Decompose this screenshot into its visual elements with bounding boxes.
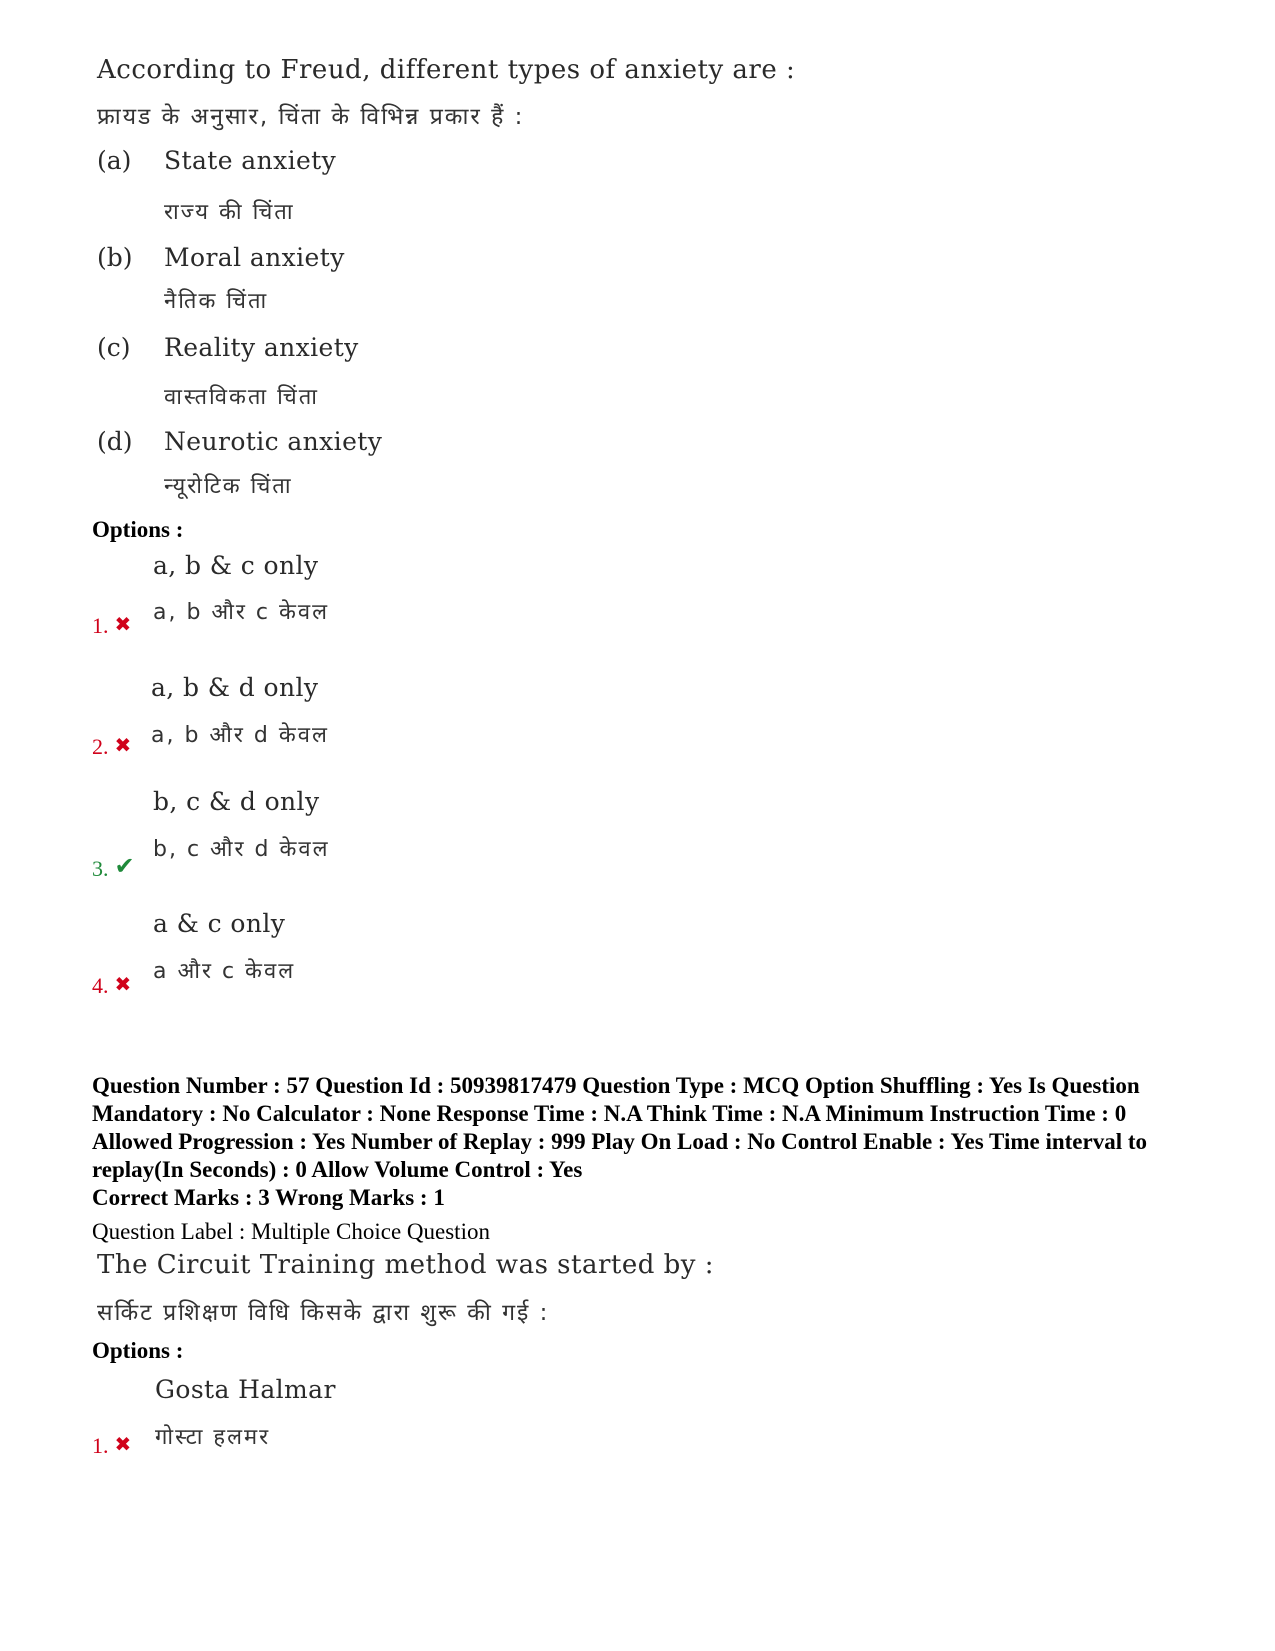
option-number: 3. ✔ [92,854,135,881]
options-heading: Options : [92,1338,184,1363]
question-text-hi: फ्रायड के अनुसार, चिंता के विभिन्न प्रकार हैं : [97,104,525,130]
wrong-cross-icon: ✖ [114,974,132,996]
item-text-hi: वास्तविकता चिंता [164,385,319,410]
option-text-en: a, b & d only [151,673,319,702]
item-label: (a) [97,146,132,175]
wrong-cross-icon: ✖ [114,614,132,636]
question-text-hi: सर्किट प्रशिक्षण विधि किसके द्वारा शुरू की गई : [97,1300,550,1326]
correct-check-icon: ✔ [114,854,135,880]
option-number: 1. ✖ [92,1433,132,1458]
option-number: 4. ✖ [92,973,132,998]
item-text-en: State anxiety [164,146,337,175]
option-text-en: a, b & c only [153,551,319,580]
wrong-cross-icon: ✖ [114,1434,132,1456]
option-text-hi: a और c केवल [153,959,296,984]
option-number: 2. ✖ [92,734,132,759]
item-label: (d) [97,427,133,456]
option-text-en: b, c & d only [153,787,320,816]
options-heading: Options : [92,517,184,542]
item-label: (c) [97,333,131,362]
option-number: 1. ✖ [92,613,132,638]
item-text-hi: नैतिक चिंता [164,289,269,314]
item-text-en: Neurotic anxiety [164,427,383,456]
question-label: Question Label : Multiple Choice Question [92,1219,490,1244]
question-marks: Correct Marks : 3 Wrong Marks : 1 [92,1185,445,1210]
item-text-hi: न्यूरोटिक चिंता [164,474,293,499]
option-text-hi: b, c और d केवल [153,837,330,862]
option-text-hi: a, b और d केवल [151,723,329,748]
option-text-en: a & c only [153,909,286,938]
item-label: (b) [97,243,133,272]
item-text-en: Reality anxiety [164,333,359,362]
option-text-hi: a, b और c केवल [153,600,330,625]
question-text-en: The Circuit Training method was started by : [97,1250,714,1280]
item-text-hi: राज्य की चिंता [164,200,295,225]
option-text-hi: गोस्टा हलमर [155,1425,271,1450]
question-text-en: According to Freud, different types of anxiety are : [97,55,796,85]
item-text-en: Moral anxiety [164,243,345,272]
option-text-en: Gosta Halmar [155,1375,336,1404]
wrong-cross-icon: ✖ [114,735,132,757]
question-metadata: Question Number : 57 Question Id : 50939817479 Question Type : MCQ Option Shuffling : Yes Is Question Mandatory : No Calculator : None Response Time : N.A Think Time : N.A Minimum Instruction Time : 0 Allowed Progression : Yes Number of Replay : 999 Play On Load : No Control Enable : Yes Time interval to replay(In Seconds) : 0 Allow Volume Control : Yes [92,1073,1148,1182]
